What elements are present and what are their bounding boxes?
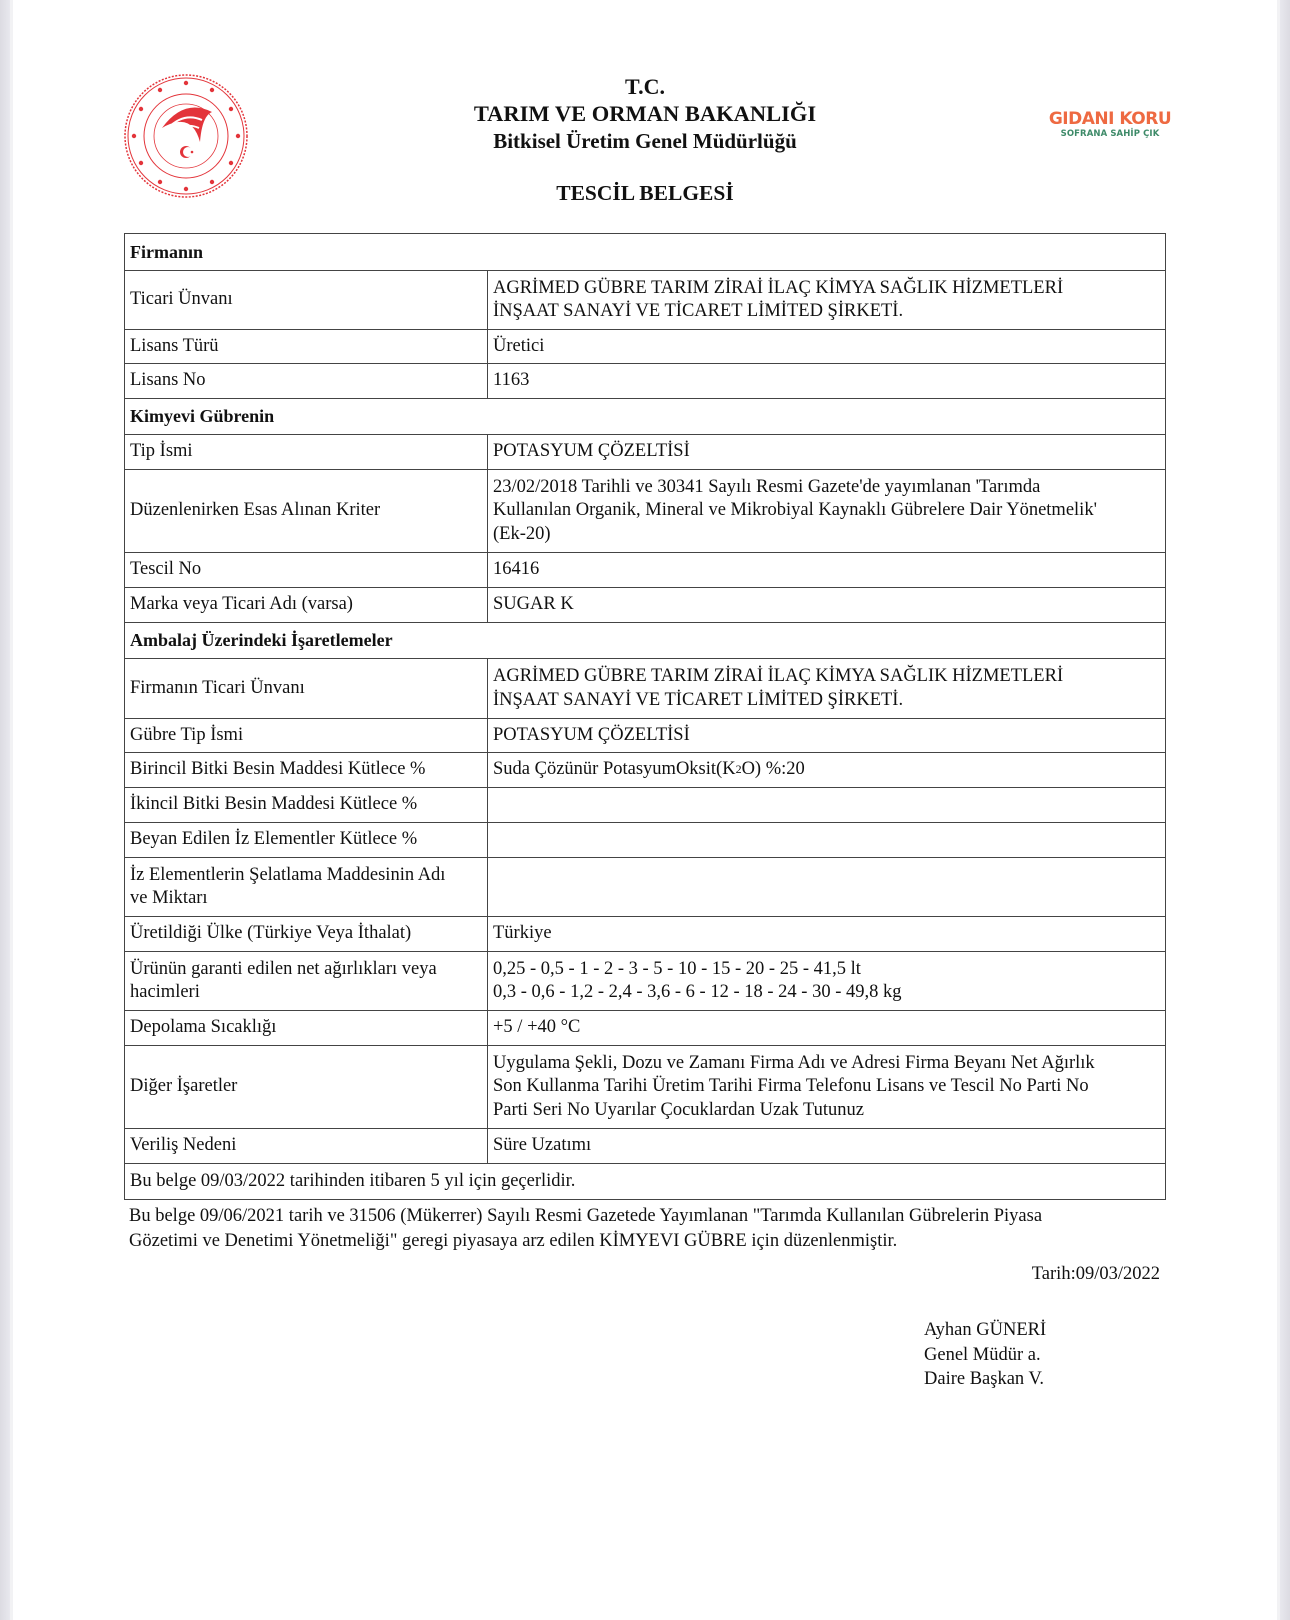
section-firm: Firmanın: [125, 234, 1165, 271]
header-republic: T.C.: [625, 74, 665, 99]
section-fertilizer: Kimyevi Gübrenin: [125, 399, 1165, 435]
page-edge-left-inner: [10, 0, 13, 1620]
table-row: Marka veya Ticari Adı (varsa) SUGAR K: [125, 588, 1165, 623]
ministry-seal-icon: [122, 72, 250, 200]
table-row: Ticari Ünvanı AGRİMED GÜBRE TARIM ZİRAİ İLAÇ KİMYA SAĞLIK HİZMETLERİ İNŞAAT SANAYİ VE TİCARET LİMİTED ŞİRKETİ.: [125, 271, 1165, 330]
table-row: Tescil No 16416: [125, 553, 1165, 588]
table-row: Lisans Türü Üretici: [125, 330, 1165, 364]
table-row: Depolama Sıcaklığı +5 / +40 °C: [125, 1011, 1165, 1046]
issue-date: Tarih:09/03/2022: [1031, 1264, 1160, 1284]
table-row: Lisans No 1163: [125, 364, 1165, 399]
signatory-title: Genel Müdür a.: [924, 1344, 1041, 1365]
signatory-name: Ayhan GÜNERİ: [924, 1320, 1047, 1340]
signature-block: [924, 1318, 1046, 1392]
registration-table: [124, 233, 1166, 1200]
signatory-title: Daire Başkan V.: [924, 1369, 1045, 1389]
document-title: TESCİL BELGESİ: [556, 181, 734, 205]
table-row: İkincil Bitki Besin Maddesi Kütlece %: [125, 788, 1165, 823]
header-ministry: TARIM VE ORMAN BAKANLIĞI: [473, 101, 817, 126]
gidani-koru-logo: [1040, 110, 1180, 150]
table-row: Üretildiği Ülke (Türkiye Veya İthalat) Türkiye: [125, 917, 1165, 952]
logo-slogan: SOFRANA SAHİP ÇIK: [1060, 129, 1160, 139]
legal-note: Bu belge 09/06/2021 tarih ve 31506 (Mükerrer) Sayılı Resmi Gazetede Yayımlanan "Tarımda Kullanılan Gübrelerin Piyasa Gözetimi ve Denetimi Yönetmeliği" geregi piyasaya arz edilen KİMYEVI GÜBRE için düzenlenmiştir.: [129, 1206, 1043, 1251]
table-row: Gübre Tip İsmi POTASYUM ÇÖZELTİSİ: [125, 719, 1165, 753]
table-row: İz Elementlerin Şelatlama Maddesinin Adı ve Miktarı: [125, 858, 1165, 917]
page-edge-left: [0, 0, 10, 1620]
header-directorate: Bitkisel Üretim Genel Müdürlüğü: [493, 129, 797, 153]
logo-brand: GIDANI KORU: [1048, 109, 1172, 129]
table-row: Birincil Bitki Besin Maddesi Kütlece % Suda Çözünür PotasyumOksit(K 2 O) %:20: [125, 753, 1165, 788]
table-row: Ürünün garanti edilen net ağırlıkları veya hacimleri 0,25 - 0,5 - 1 - 2 - 3 - 5 - 10 - 15 - 20 - 25 - 41,5 lt 0,3 - 0,6 - 1,2 - 2,4 - 3,6 - 6 - 12 - 18 - 24 - 30 - 49,8 kg: [125, 952, 1165, 1011]
table-row: Diğer İşaretler Uygulama Şekli, Dozu ve Zamanı Firma Adı ve Adresi Firma Beyanı Net Ağırlık Son Kullanma Tarihi Üretim Tarihi Firma Telefonu Lisans ve Tescil No Parti No Parti Seri No Uyarılar Çocuklardan Uzak Tutunuz: [125, 1046, 1165, 1129]
table-row: Veriliş Nedeni Süre Uzatımı: [125, 1129, 1165, 1164]
page-edge-right: [1280, 0, 1290, 1620]
table-row: Beyan Edilen İz Elementler Kütlece %: [125, 823, 1165, 858]
table-row: Firmanın Ticari Ünvanı AGRİMED GÜBRE TARIM ZİRAİ İLAÇ KİMYA SAĞLIK HİZMETLERİ İNŞAAT SANAYİ VE TİCARET LİMİTED ŞİRKETİ.: [125, 659, 1165, 719]
page-edge-right-inner: [1277, 0, 1280, 1620]
validity-row: Bu belge 09/03/2022 tarihinden itibaren 5 yıl için geçerlidir.: [125, 1164, 1165, 1200]
section-packaging: Ambalaj Üzerindeki İşaretlemeler: [125, 623, 1165, 659]
table-row: Tip İsmi POTASYUM ÇÖZELTİSİ: [125, 435, 1165, 470]
table-row: Düzenlenirken Esas Alınan Kriter 23/02/2018 Tarihli ve 30341 Sayılı Resmi Gazete'de yayımlanan 'Tarımda Kullanılan Organik, Mineral ve Mikrobiyal Kaynaklı Gübrelere Dair Yönetmelik' (Ek-20): [125, 470, 1165, 553]
